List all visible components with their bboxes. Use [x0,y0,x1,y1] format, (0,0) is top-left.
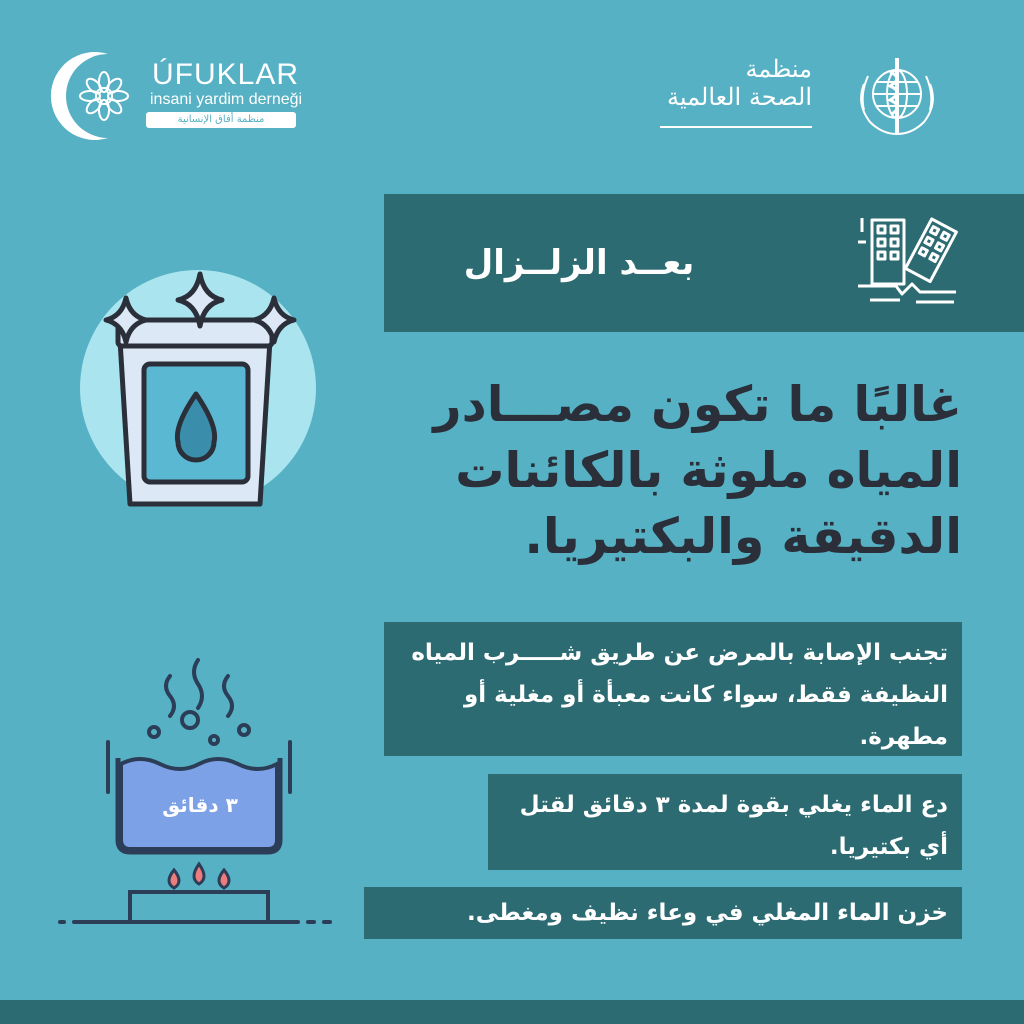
collapsed-building-icon [856,212,960,312]
glass-icon [118,320,272,504]
main-heading: غالبًا ما تكون مصـــادر المياه ملوثة بالكائنات الدقيقة والبكتيريا. [433,376,962,565]
clean-water-glass-illustration [70,260,330,530]
who-underline [660,126,812,128]
tip-store-covered: خزن الماء المغلي في وعاء نظيف ومغطى. [364,887,962,939]
who-name [667,56,812,111]
ufuklar-emblem-icon [48,48,148,144]
ufuklar-arabic-name: منظمة أفاق الإنسانية [146,112,296,128]
stove-icon [60,892,330,922]
steam-icon [166,660,232,716]
who-name-line2: الصحة العالمية [667,82,812,111]
who-emblem-icon [842,54,952,138]
tip-boil-three-minutes: دع الماء يغلي بقوة لمدة ٣ دقائق لقتل أي بكتيريا. [488,774,962,870]
who-name-line1: منظمة [745,55,812,83]
ufuklar-name: ÚFUKLAR [152,58,300,91]
pot-duration-label: ٣ دقائق [162,793,238,817]
bubbles-icon [149,712,249,744]
ufuklar-subtitle: insani yardim derneği [150,91,303,108]
bottom-bar [0,1000,1024,1024]
flame-icons [169,864,229,888]
header-title: بعــد الزلــزال [463,243,695,283]
tip-drink-clean-water: تجنب الإصابة بالمرض عن طريق شـــــرب المياه النظيفة فقط، سواء كانت معبأة أو مغلية أو مطهرة. [384,622,962,756]
